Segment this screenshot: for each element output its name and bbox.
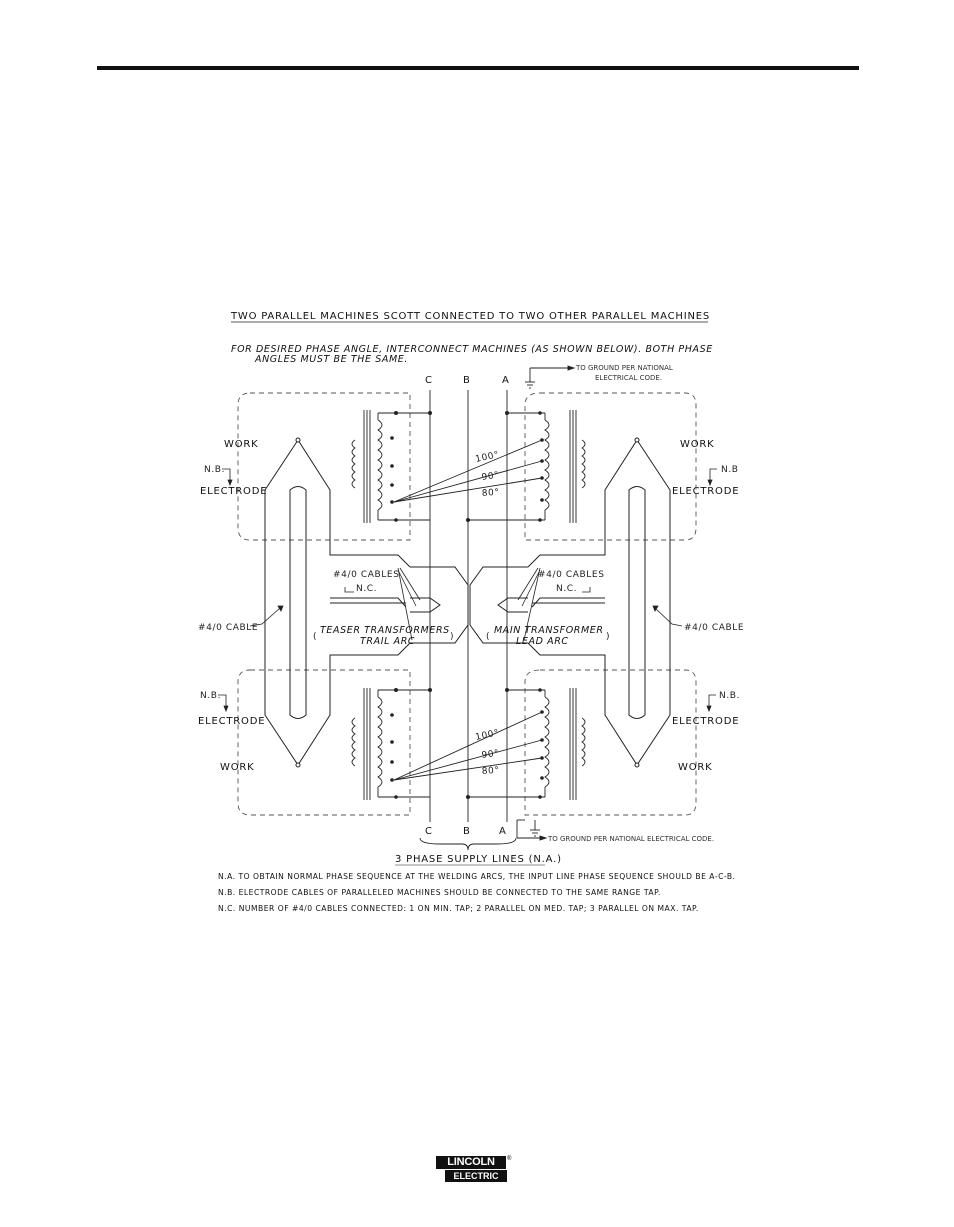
note-na: N.A. TO OBTAIN NORMAL PHASE SEQUENCE AT THE WELDING ARCS, THE INPUT LINE PHASE SEQUENCE SHOULD BE A-C-B. [218,872,736,881]
electrode-label-tl: ELECTRODE [200,486,268,497]
logo-top-text: LINCOLN [436,1156,506,1169]
work-label-bl: WORK [220,762,255,773]
angle-100-bottom: 100° [474,728,501,743]
nb-label-tr: N.B [721,465,739,475]
ground-top-icon [525,366,574,388]
teaser-bracket-close: ) [450,632,455,642]
trail-arc-label: TRAIL ARC [360,636,416,647]
electrode-label-bl: ELECTRODE [198,716,266,727]
ground-top-line2: ELECTRICAL CODE. [595,374,663,382]
phase-b-top: B [463,375,471,386]
supply-lines-label: 3 PHASE SUPPLY LINES (N.A.) [395,854,562,865]
cable-arrow-right [653,606,682,626]
angle-100-top: 100° [474,450,501,465]
main-bracket-close: ) [606,632,611,642]
nb-label-tl: N.B. [204,465,226,475]
angle-90-top: 90° [481,470,501,483]
instruction-line1: FOR DESIRED PHASE ANGLE, INTERCONNECT MACHINES (AS SHOWN BELOW). BOTH PHASE [231,344,713,355]
instruction-line2: ANGLES MUST BE THE SAME. [255,354,408,365]
ground-bottom-label: TO GROUND PER NATIONAL ELECTRICAL CODE. [548,835,715,843]
tap-dots [390,411,544,799]
note-nc: N.C. NUMBER OF #4/0 CABLES CONNECTED: 1 ON MIN. TAP; 2 PARALLEL ON MED. TAP; 3 PARALLEL ON MAX. TAP. [218,904,699,913]
angle-80-top: 80° [481,487,500,499]
electrode-label-br: ELECTRODE [672,716,740,727]
electrode-label-tr: ELECTRODE [672,486,740,497]
teaser-label: TEASER TRANSFORMERS [320,625,450,636]
note-nb: N.B. ELECTRODE CABLES OF PARALLELED MACHINES SHOULD BE CONNECTED TO THE SAME RANGE TAP. [218,888,661,897]
main-bracket-open: ( [486,632,491,642]
nc-arrow-right [582,587,590,592]
main-transformer-label: MAIN TRANSFORMER [494,625,604,636]
cable-label-right: #4/0 CABLE [684,623,745,633]
work-label-tl: WORK [224,439,259,450]
angle-90-bottom: 90° [481,748,501,761]
supply-brace [420,838,516,850]
nb-label-br: N.B. [719,691,741,701]
cables-label-left: #4/0 CABLES [333,570,400,580]
phase-b-bottom: B [463,826,471,837]
phase-a-top: A [502,375,510,386]
cable-label-left: #4/0 CABLE [198,623,259,633]
ground-bottom-icon [517,820,546,840]
angle-80-bottom: 80° [481,765,500,777]
nc-label-left: N.C. [356,584,378,594]
logo-bottom-text: ELECTRIC [445,1170,507,1182]
phase-c-top: C [425,375,433,386]
phase-a-bottom: A [499,826,507,837]
logo-registered-mark: ® [507,1156,512,1162]
work-pieces [265,438,670,767]
nc-label-right: N.C. [556,584,578,594]
teaser-bracket-open: ( [313,632,318,642]
lincoln-electric-logo [436,1156,510,1183]
diagram-title: TWO PARALLEL MACHINES SCOTT CONNECTED TO TWO OTHER PARALLEL MACHINES [231,311,711,322]
ground-top-line1: TO GROUND PER NATIONAL [576,364,673,372]
cables-label-right: #4/0 CABLES [538,570,605,580]
lead-arc-label: LEAD ARC [516,636,569,647]
phase-c-bottom: C [425,826,433,837]
work-label-tr: WORK [680,439,715,450]
nc-arrow-left [345,587,354,592]
work-label-br: WORK [678,762,713,773]
nb-label-bl: N.B. [200,691,222,701]
